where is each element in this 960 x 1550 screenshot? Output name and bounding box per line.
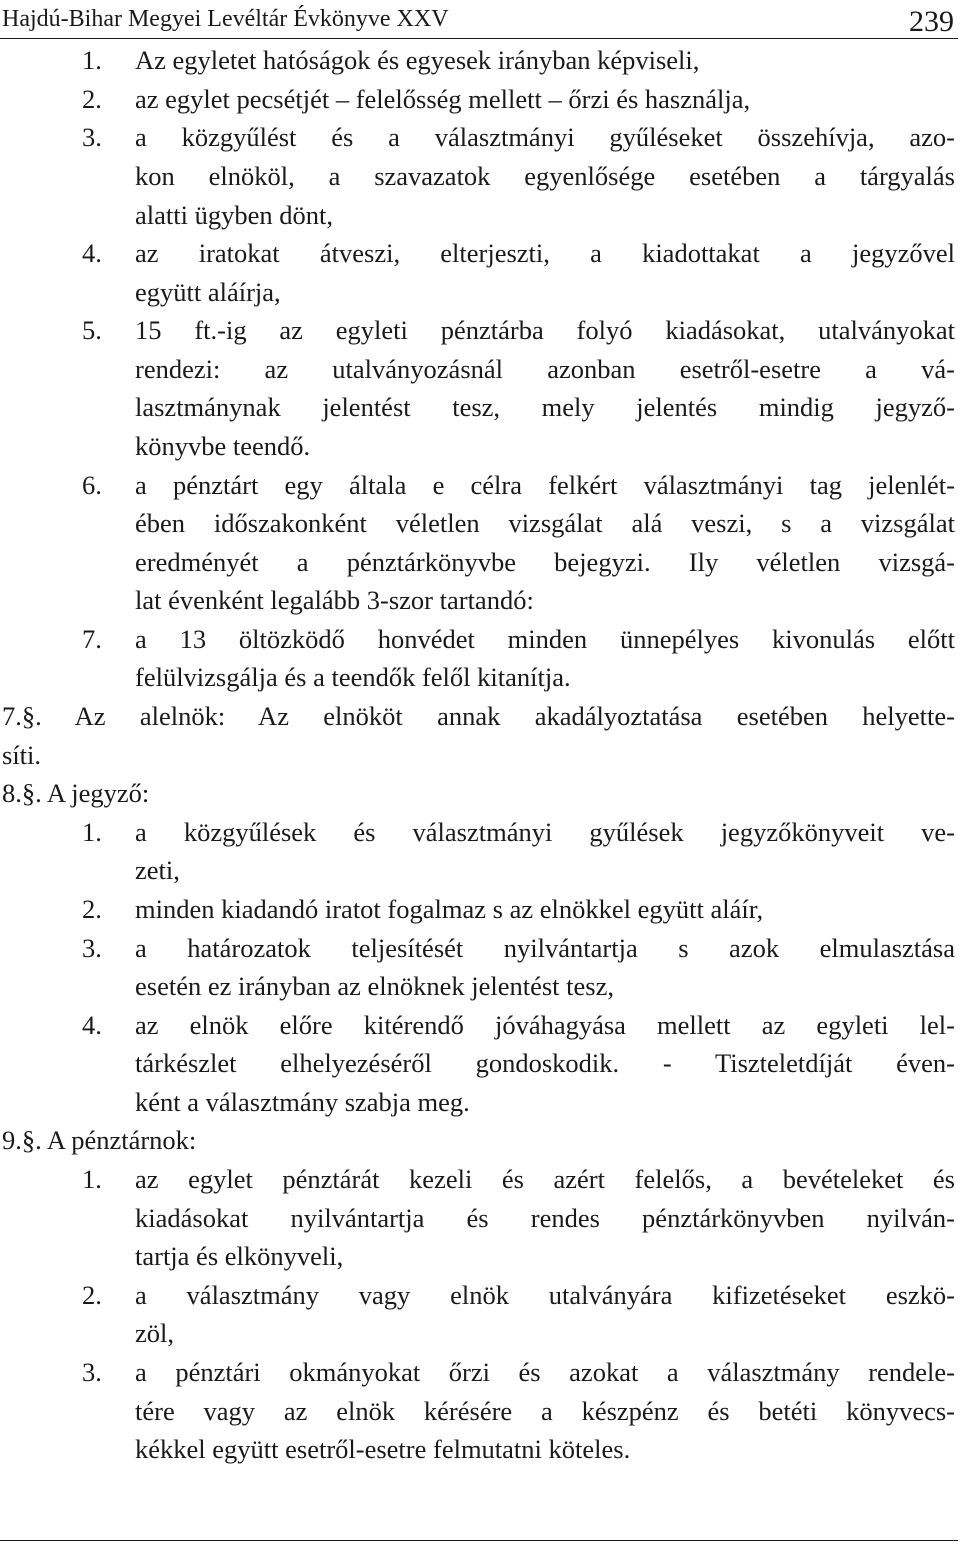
text-line: zeti, (135, 855, 180, 885)
text-line: tárkészlet elhelyezéséről gondoskodik. - Tiszteletdíját éven- (135, 1048, 955, 1078)
text-line: zöl, (135, 1318, 174, 1348)
text-line: a határozatok teljesítését nyilvántartja s azok elmulasztása (135, 933, 955, 963)
text-line: kon elnököl, a szavazatok egyenlősége esetében a tárgyalás (135, 161, 955, 191)
text-line: 9.§. A pénztárnok: (2, 1125, 197, 1155)
text-line: együtt aláírja, (135, 277, 281, 307)
text-line: lat évenként legalább 3-szor tartandó: (135, 585, 534, 615)
text-line: ében időszakonként véletlen vizsgálat alá veszi, s a vizsgálat (135, 508, 955, 538)
item-number: 1. (82, 45, 102, 75)
text-line: esetén ez irányban az elnöknek jelentést tesz, (135, 971, 614, 1001)
item-number: 3. (82, 122, 102, 152)
footer-rule (0, 1540, 958, 1541)
text-line: Az egyletet hatóságok és egyesek irányban képviseli, (135, 45, 700, 75)
text-line: alatti ügyben dönt, (135, 200, 333, 230)
text-line: rendezi: az utalványozásnál azonban esetről-esetre a vá- (135, 354, 955, 384)
text-line: tére vagy az elnök kérésére a készpénz és betéti könyvecs- (135, 1396, 955, 1426)
page-header (0, 0, 960, 40)
item-number: 7. (82, 624, 102, 654)
page-number: 239 (909, 5, 954, 38)
text-line: eredményét a pénztárkönyvbe bejegyzi. Ily véletlen vizsgá- (135, 547, 955, 577)
text-line: a pénztárt egy általa e célra felkért választmányi tag jelenlét- (135, 470, 955, 500)
item-number: 3. (82, 1357, 102, 1387)
header-rule (0, 38, 958, 39)
text-line: a 13 öltözködő honvédet minden ünnepélyes kivonulás előtt (135, 624, 955, 654)
text-line: minden kiadandó iratot fogalmaz s az elnökkel együtt aláír, (135, 894, 764, 924)
item-number: 2. (82, 1280, 102, 1310)
text-line: a pénztári okmányokat őrzi és azokat a választmány rendele- (135, 1357, 955, 1387)
item-number: 4. (82, 238, 102, 268)
item-number: 3. (82, 933, 102, 963)
text-line: kiadásokat nyilvántartja és rendes pénztárkönyvben nyilván- (135, 1203, 955, 1233)
text-line: felülvizsgálja és a teendők felől kitanítja. (135, 662, 571, 692)
text-line: a közgyűlést és a választmányi gyűléseket összehívja, azo- (135, 122, 955, 152)
item-number: 1. (82, 817, 102, 847)
running-title: Hajdú-Bihar Megyei Levéltár Évkönyve XXV (2, 6, 449, 32)
text-line: síti. (2, 740, 42, 770)
text-line: kékkel együtt esetről-esetre felmutatni köteles. (135, 1434, 631, 1464)
text-line: könyvbe teendő. (135, 431, 311, 461)
text-line: az egylet pénztárát kezeli és azért felelős, a bevételeket és (135, 1164, 955, 1194)
item-number: 4. (82, 1010, 102, 1040)
text-line: tartja és elkönyveli, (135, 1241, 344, 1271)
text-line: az elnök előre kitérendő jóváhagyása mellett az egyleti lel- (135, 1010, 955, 1040)
text-line: 15 ft.-ig az egyleti pénztárba folyó kiadásokat, utalványokat (135, 315, 955, 345)
text-line: a választmány vagy elnök utalványára kifizetéseket eszkö- (135, 1280, 955, 1310)
item-number: 6. (82, 470, 102, 500)
text-line: az egylet pecsétjét – felelősség mellett – őrzi és használja, (135, 84, 751, 114)
item-number: 5. (82, 315, 102, 345)
text-line: lasztmánynak jelentést tesz, mely jelentés mindig jegyző- (135, 392, 955, 422)
item-number: 1. (82, 1164, 102, 1194)
item-number: 2. (82, 894, 102, 924)
text-line: a közgyűlések és választmányi gyűlések jegyzőkönyveit ve- (135, 817, 955, 847)
text-line: az iratokat átveszi, elterjeszti, a kiadottakat a jegyzővel (135, 238, 955, 268)
item-number: 2. (82, 84, 102, 114)
text-line: 7.§. Az alelnök: Az elnököt annak akadályoztatása esetében helyette- (2, 701, 955, 731)
text-line: ként a választmány szabja meg. (135, 1087, 470, 1117)
text-line: 8.§. A jegyző: (2, 778, 150, 808)
